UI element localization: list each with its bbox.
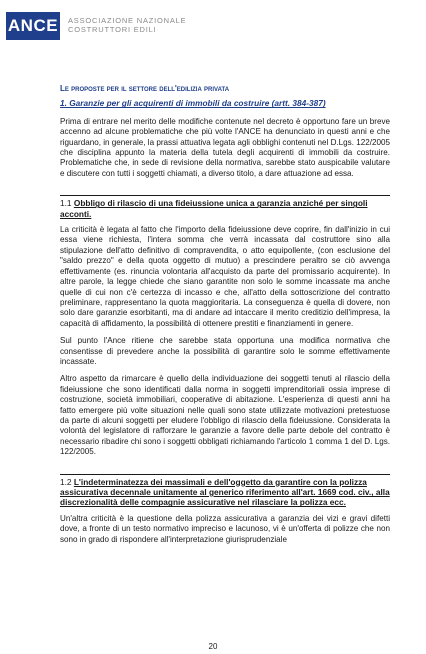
paragraph: Un'altra criticità è la questione della polizza assicurativa a garanzia dei vizi e gravi difetti dove, a fronte di un testo normativo impreciso e lacunoso, vi è un'offerta di polizze che non sono in grado di rispondere all'interpretazione giurisprudenziale [60, 513, 390, 544]
section-number: 1.1 [60, 198, 72, 209]
paragraph: Altro aspetto da rimarcare è quello della individuazione dei soggetti tenuti al rilascio della fideiussione che sono identificati dalla norma in soggetti imprenditoriali ossia imprese di costruzione, società immobiliari, cooperative di abitazione. L'esperienza di questi anni ha fatto emergere più volte situazioni nelle quali sono state utilizzate motivazioni pretestuose da parte di alcuni soggetti per eludere l'obbligo di rilascio della fideiussione. Considerata la volontà del legislatore di rafforzare le garanzie a favore delle parte debole del contratto è necessario ribadire chi sono i soggetti obbligati richiamando l'articolo 1 comma 1 del D. Lgs. 122/2005. [60, 374, 390, 457]
section-1-1-heading [60, 195, 390, 219]
association-line-1: ASSOCIAZIONE NAZIONALE [68, 16, 187, 25]
ance-logo: ANCE [6, 12, 60, 40]
section-title: Le proposte per il settore dell'edilizia privata [60, 84, 230, 93]
association-line-2: COSTRUTTORI EDILI [68, 25, 157, 34]
page-number: 20 [208, 642, 218, 651]
intro-paragraph: Prima di entrare nel merito delle modifiche contenute nel decreto è opportuno fare un breve accenno ad alcune problematiche che più volte l'ANCE ha denunciato in questi anni e che riguardano, in generale, la prassi attuativa legata agli obblighi contenuti nel D.Lgs. 122/2005 che disciplina appunto la materia della tutela degli acquirenti di immobili da costruire. Problematiche che, in sede di revisione della normativa, sarebbe stato auspicabile valutare e discutere con tutti i soggetti chiamati, a diverso titolo, a dare attuazione ad essa. [60, 116, 390, 178]
page-header [0, 0, 426, 51]
section-number: 1.2 [60, 476, 72, 487]
paragraph: Sul punto l'Ance ritiene che sarebbe stata opportuna una modifica normativa che consentisse di prevedere anche la possibilità di garantire solo le somme effettivamente incassate. [60, 336, 390, 366]
document-body [60, 84, 390, 552]
paragraph: La criticità è legata al fatto che l'importo della fideiussione deve coprire, fin dall'inizio in cui essa viene richiesta, l'intera somma che verrà incassata dal costruttore sino alla stipulazione dell'atto definitivo di compravendita, o atto equipollente, (con esclusione del "saldo prezzo" e della quota oggetto di mutuo) a prescindere peraltro se ciò avvenga effettivamente (es. rinuncia volontaria all'acquisto da parte del promissario acquirente). In altre parole, la legge chiede che siano garantite non solo le somme incassate ma anche quelle di cui non c'è certezza di incasso e che, all'atto della sottoscrizione del contratto preliminare, rappresentano la quota maggioritaria. La conseguenza è quella di dovere, non solo dare garanzie esorbitanti, ma di andare ad intaccare il merito creditizio dell'impresa, la capacità di affidamento, la possibilità di ottenere prestiti e finanziamenti in genere. [60, 225, 390, 328]
association-name [68, 16, 186, 34]
section-heading-text: L'indeterminatezza dei massimali e dell'oggetto da garantire con la polizza assicurativa decennale unitamente al generico riferimento all'art. 1669 cod. civ., alla discrezionalità delle compagnie assicurative nel rilasciare la polizza ecc. [60, 476, 390, 508]
subsection-title: 1. Garanzie per gli acquirenti di immobili da costruire (artt. 384-387) [60, 98, 326, 109]
section-heading-text: Obbligo di rilascio di una fideiussione unica a garanzia anziché per singoli acconti. [60, 198, 368, 219]
section-1-2-heading [60, 474, 390, 508]
